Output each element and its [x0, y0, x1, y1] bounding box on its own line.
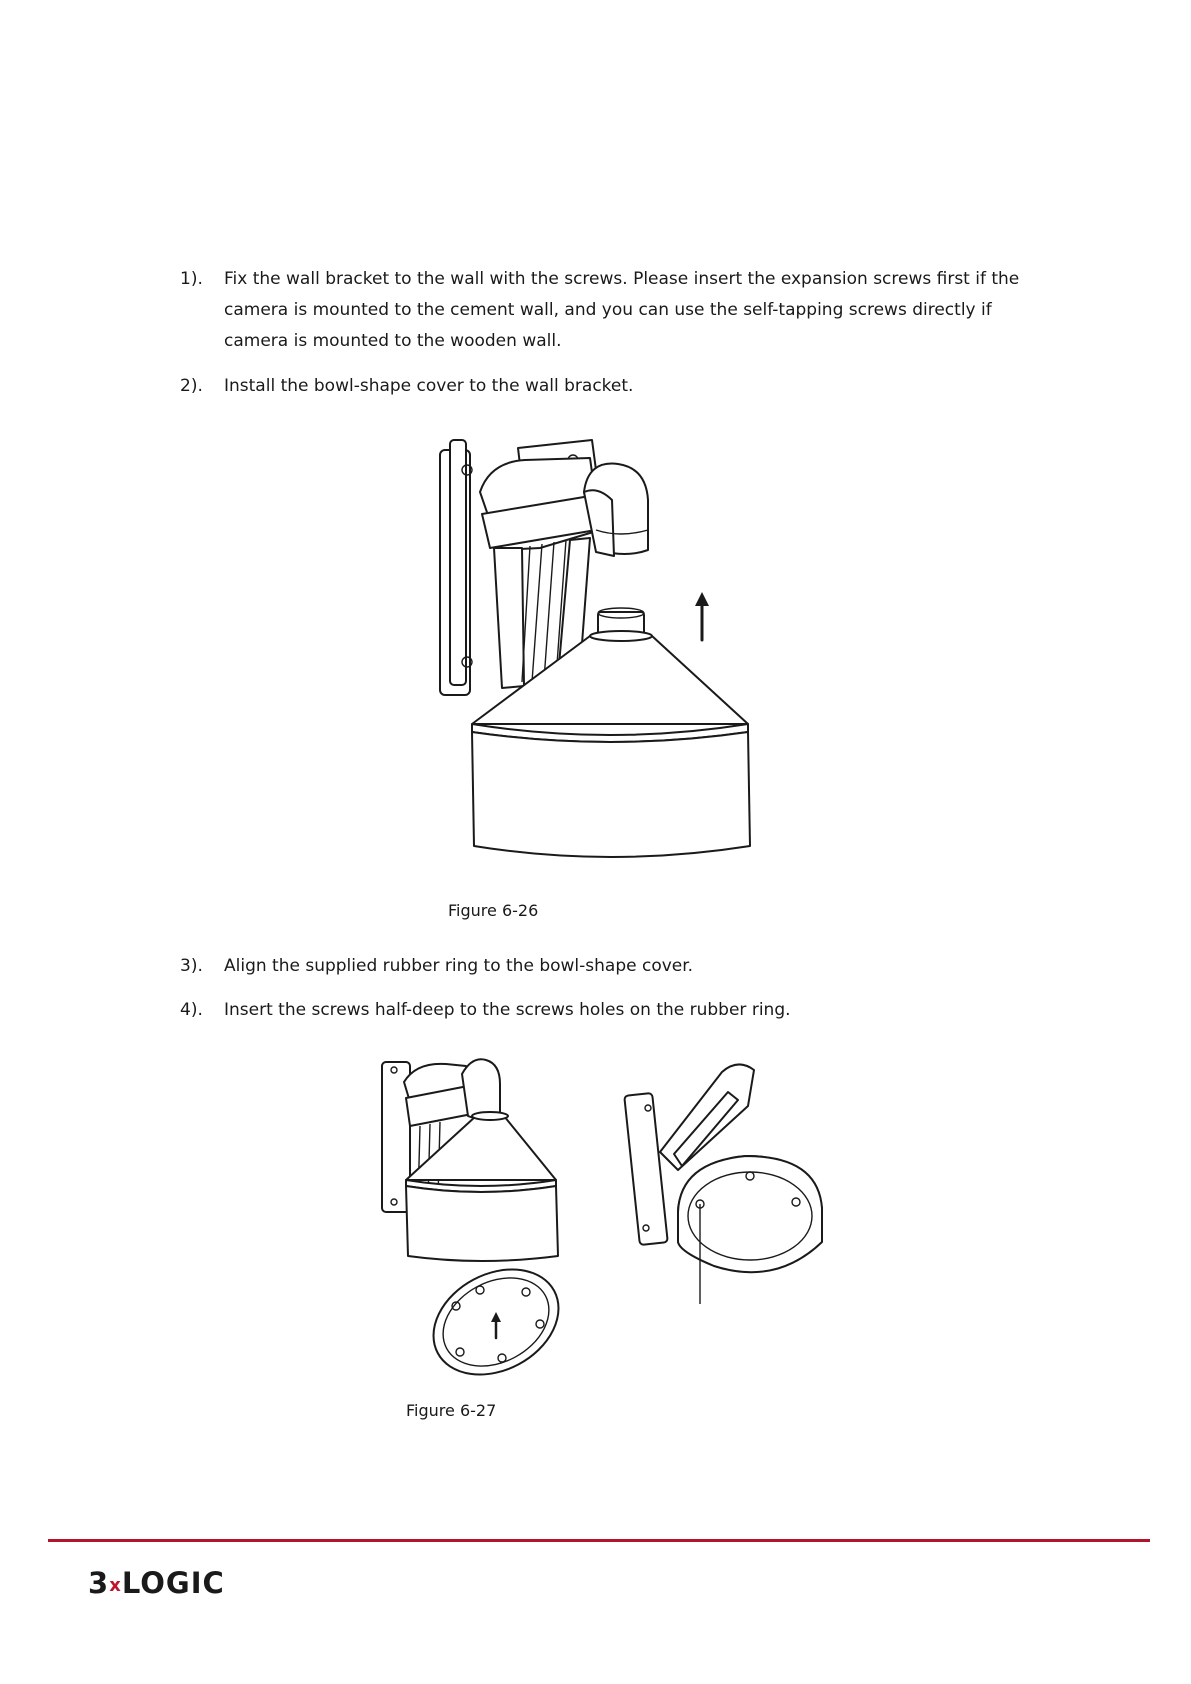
company-logo	[88, 1566, 225, 1600]
step-text: Insert the screws half-deep to the screws holes on the rubber ring.	[224, 1000, 791, 1020]
figure-6-27-right-illustration	[626, 1052, 826, 1312]
figure-6-26-illustration	[430, 430, 810, 880]
step-text: Align the supplied rubber ring to the bowl-shape cover.	[224, 956, 694, 976]
step-number: 4).	[180, 1000, 203, 1020]
logo-x: x	[109, 1575, 122, 1596]
step-number: 1).	[180, 269, 203, 289]
figure-6-27-left-illustration	[376, 1052, 576, 1392]
figure-caption: Figure 6-27	[406, 1401, 497, 1420]
logo-part: 3	[88, 1566, 110, 1600]
footer-rule	[48, 1539, 1150, 1542]
step-text: Fix the wall bracket to the wall with the screws. Please insert the expansion screws first if the camera is mounted to the cement wall, and you can use the self-tapping screws directly if camera is mounted to the wooden wall.	[224, 269, 1020, 351]
step-number: 3).	[180, 956, 203, 976]
step-number: 2).	[180, 376, 203, 396]
figure-caption: Figure 6-26	[448, 901, 539, 920]
step-text: Install the bowl-shape cover to the wall bracket.	[224, 376, 634, 396]
logo-part: LOGIC	[121, 1566, 225, 1600]
